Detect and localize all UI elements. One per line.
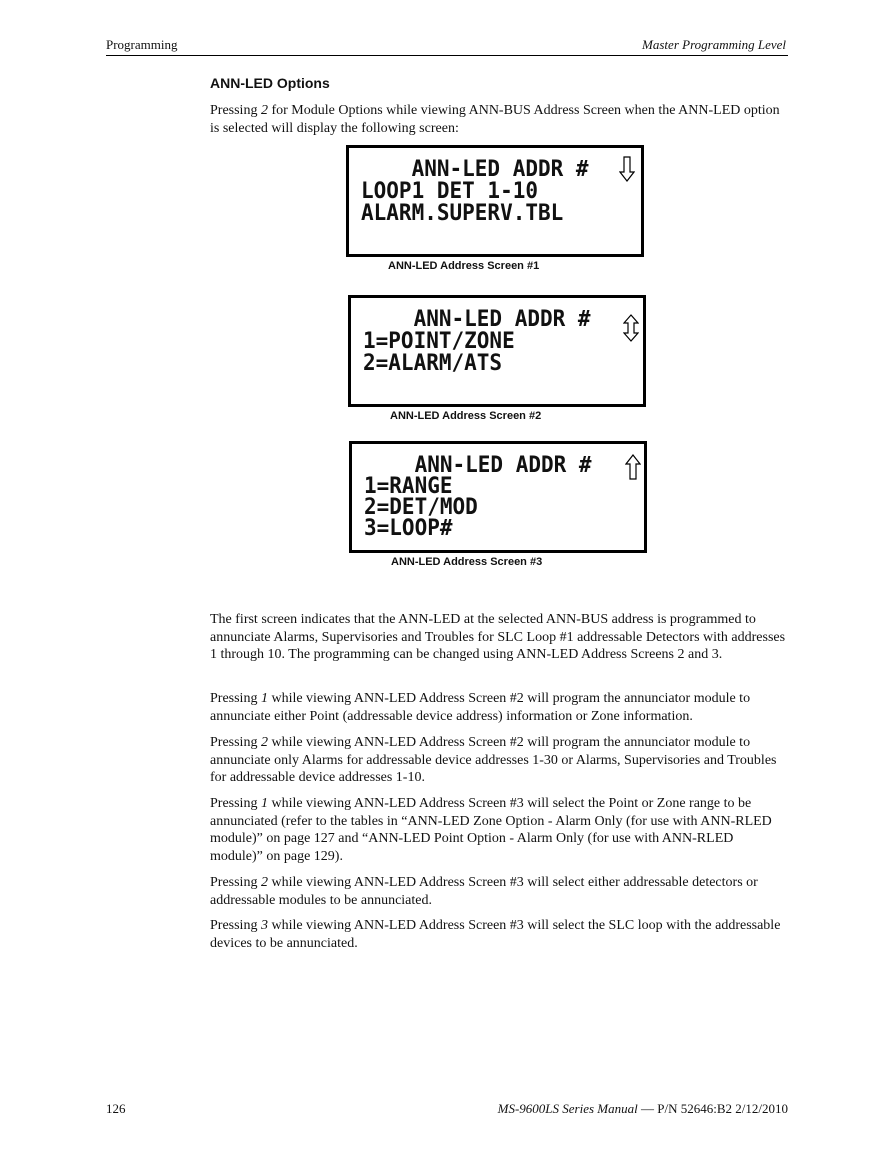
lcd-line: 2=DET/MOD (364, 494, 478, 520)
footer-manual-info: MS-9600LS Series Manual — P/N 52646:B2 2/12/2010 (497, 1101, 788, 1116)
intro-paragraph: Pressing 2 for Module Options while viewing ANN-BUS Address Screen when the ANN-LED option is selected will display the following screen: (210, 103, 780, 136)
lcd-line: 1=POINT/ZONE (363, 328, 515, 354)
page-number: 126 (106, 1101, 126, 1116)
body-paragraph: Pressing 2 while viewing ANN-LED Address Screen #3 will select either addressable detectors or addressable modules to be annunciated. (210, 875, 758, 908)
section-title: ANN-LED Options (210, 75, 330, 91)
lcd-line: ANN-LED ADDR # (361, 156, 589, 182)
lcd-screen-3 (349, 441, 647, 553)
screen-caption: ANN-LED Address Screen #1 (388, 260, 540, 272)
lcd-line: LOOP1 DET 1-10 (361, 178, 539, 204)
lcd-line: 3=LOOP# (364, 515, 453, 541)
lcd-screen-1 (346, 145, 644, 257)
running-header-chapter: Master Programming Level (642, 37, 786, 52)
lcd-screen-2 (348, 295, 646, 407)
up-arrow-icon (625, 454, 641, 480)
lcd-line: ALARM.SUPERV.TBL (361, 200, 564, 226)
lcd-line: ANN-LED ADDR # (364, 452, 592, 478)
body-paragraph: The first screen indicates that the ANN-LED at the selected ANN-BUS address is programmed to annunciate Alarms, Supervisories and Troubles for SLC Loop #1 addressable Detectors with addresses 1 through 10. The programming can be changed using ANN-LED Address Screens 2 and 3. (210, 612, 786, 662)
header-divider (106, 55, 788, 56)
body-paragraph: Pressing 3 while viewing ANN-LED Address Screen #3 will select the SLC loop with the addressable devices to be annunciated. (210, 918, 781, 951)
body-paragraph: Pressing 1 while viewing ANN-LED Address Screen #3 will select the Point or Zone range to be annunciated (refer to the tables in “ANN-LED Zone Option - Alarm Only (for use with ANN-RLED module)” on page 127 and “ANN-LED Point Option - Alarm Only (for use with ANN-RLED module)” on page 129). (210, 796, 772, 864)
up-down-arrow-icon (623, 314, 639, 342)
screen-caption: ANN-LED Address Screen #3 (391, 556, 543, 568)
screen-caption: ANN-LED Address Screen #2 (390, 410, 542, 422)
lcd-line: 1=RANGE (364, 473, 453, 499)
lcd-line: ANN-LED ADDR # (363, 306, 591, 332)
running-header-section: Programming (106, 37, 178, 52)
body-paragraph: Pressing 1 while viewing ANN-LED Address Screen #2 will program the annunciator module to annunciate either Point (addressable device address) information or Zone information. (210, 691, 751, 724)
down-arrow-icon (619, 156, 635, 182)
body-paragraph: Pressing 2 while viewing ANN-LED Address Screen #2 will program the annunciator module to annunciate only Alarms for addressable device addresses 1-30 or Alarms, Supervisories and Troubles for addressable device addresses 1-10. (210, 735, 777, 785)
lcd-line: 2=ALARM/ATS (363, 350, 503, 376)
